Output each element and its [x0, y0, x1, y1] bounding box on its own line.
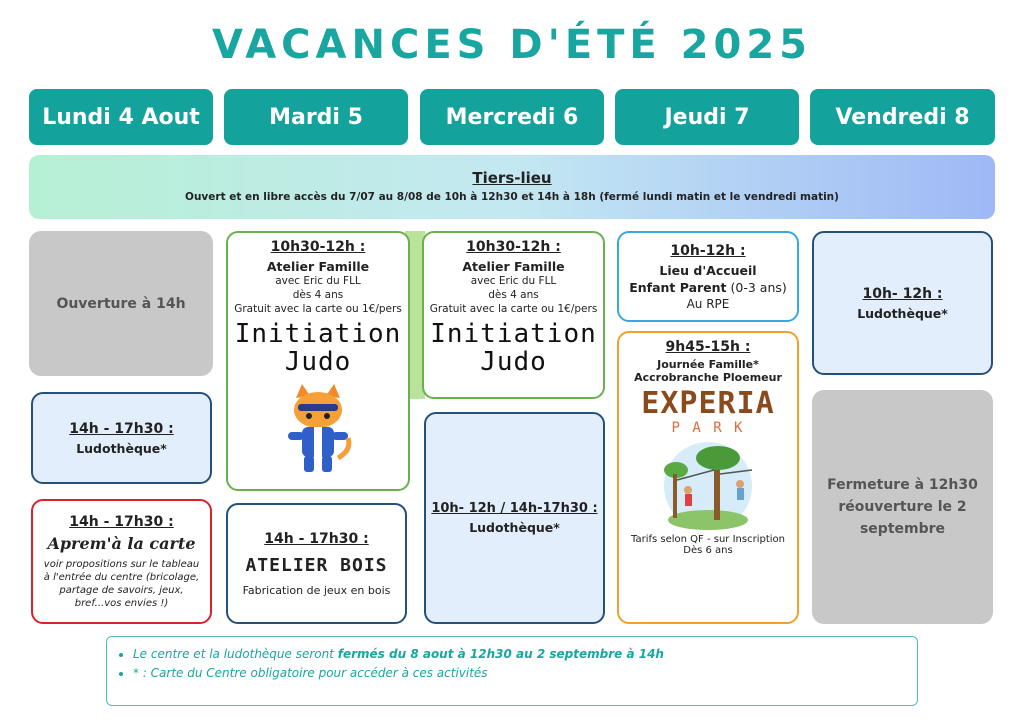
tiers-lieu-banner: [29, 155, 995, 219]
thursday-laep-line1: Lieu d'Accueil: [659, 262, 757, 278]
monday-ludo-box: [31, 392, 212, 484]
day-header-tuesday: Mardi 5: [224, 89, 408, 145]
tuesday-judo-title-1: Initiation: [234, 319, 402, 349]
footer-note-closure-start: Le centre et la ludothèque seront: [133, 647, 338, 661]
accrobranche-illustration: [648, 440, 768, 532]
page-title: VACANCES D'ÉTÉ 2025: [211, 22, 813, 68]
wednesday-judo-with: avec Eric du FLL: [470, 275, 557, 287]
thursday-laep-place: Au RPE: [686, 296, 730, 311]
friday-closing-box: [812, 390, 993, 624]
thursday-park-label1: Journée Famille*: [657, 358, 759, 371]
wednesday-ludo-label: Ludothèque*: [469, 520, 560, 535]
thursday-park-box: [617, 331, 799, 624]
friday-ludo-hour: 10h- 12h :: [862, 285, 943, 302]
tuesday-judo-age: dès 4 ans: [292, 289, 344, 301]
wednesday-ludo-hour: 10h- 12h / 14h-17h30 :: [431, 501, 598, 516]
tuesday-judo-box: [226, 231, 410, 491]
monday-aprem-title: Aprem'à la carte: [47, 533, 196, 553]
monday-ludo-hour: 14h - 17h30 :: [69, 420, 174, 437]
wednesday-judo-box: [422, 231, 605, 399]
thursday-park-hour: 9h45-15h :: [665, 339, 751, 355]
wednesday-ludo-box: [424, 412, 605, 624]
footer-list: [107, 647, 917, 680]
monday-aprem-hour: 14h - 17h30 :: [69, 513, 174, 530]
monday-aprem-text: voir propositions sur le tableau à l'entrée du centre (bricolage, partage de savoirs, jeux, bref...vos envies !): [43, 558, 200, 609]
tuesday-bois-text: Fabrication de jeux en bois: [242, 583, 391, 597]
tuesday-judo-with: avec Eric du FLL: [275, 275, 361, 287]
day-header-thursday: Jeudi 7: [615, 89, 799, 145]
wednesday-judo-age: dès 4 ans: [488, 289, 539, 301]
wednesday-judo-label: Atelier Famille: [462, 259, 565, 274]
tuesday-judo-label: Atelier Famille: [266, 259, 370, 274]
tuesday-bois-title: ATELIER BOIS: [245, 554, 388, 576]
thursday-park-price: Tarifs selon QF - sur Inscription: [631, 534, 785, 545]
footer-note-closure-bold: fermés du 8 aout à 12h30 au 2 septembre à 14h: [337, 647, 664, 661]
footer-notes: [106, 636, 918, 706]
tuesday-judo-price: Gratuit avec la carte ou 1€/pers: [234, 303, 402, 315]
friday-ludo-box: [812, 231, 993, 375]
tuesday-bois-hour: 14h - 17h30 :: [264, 530, 369, 547]
thursday-park-logo-sub: P A R K: [671, 420, 745, 436]
monday-opening-box: [29, 231, 213, 376]
tuesday-judo-hour: 10h30-12h :: [270, 239, 366, 255]
footer-note-card: • * : Carte du Centre obligatoire pour accéder à ces activités: [133, 666, 917, 680]
footer-note-closure: [133, 647, 917, 661]
thursday-laep-line2-rest: (0-3 ans): [726, 279, 787, 295]
day-header-friday: Vendredi 8: [810, 89, 995, 145]
monday-aprem-box: [31, 499, 212, 624]
thursday-laep-box: [617, 231, 799, 322]
thursday-laep-hour: 10h-12h :: [670, 242, 746, 259]
thursday-park-age: Dès 6 ans: [683, 545, 733, 556]
wednesday-judo-title-2: Judo: [480, 347, 547, 377]
thursday-laep-line2-bold: Enfant Parent: [629, 279, 727, 295]
tiers-lieu-title: Tiers-lieu: [472, 169, 552, 187]
wednesday-judo-price: Gratuit avec la carte ou 1€/pers: [429, 303, 598, 315]
thursday-laep-line2: [629, 280, 787, 295]
thursday-park-label2: Accrobranche Ploemeur: [634, 371, 782, 384]
thursday-park-logo-main: EXPERIA: [641, 386, 775, 421]
friday-closing-text: Fermeture à 12h30 réouverture le 2 septembre: [827, 477, 978, 537]
day-header-wednesday: Mercredi 6: [420, 89, 604, 145]
friday-ludo-label: Ludothèque*: [857, 305, 948, 321]
day-header-monday: Lundi 4 Aout: [29, 89, 213, 145]
monday-ludo-label: Ludothèque*: [76, 440, 167, 456]
tiers-lieu-text: Ouvert et en libre accès du 7/07 au 8/08 de 10h à 12h30 et 14h à 18h (fermé lundi matin et le vendredi matin): [185, 191, 839, 203]
monday-opening-text: Ouverture à 14h: [56, 295, 186, 312]
judo-cat-illustration: [278, 380, 358, 480]
tuesday-bois-box: [226, 503, 407, 624]
wednesday-judo-title-1: Initiation: [430, 319, 597, 349]
wednesday-judo-hour: 10h30-12h :: [466, 239, 561, 255]
tuesday-judo-title-2: Judo: [284, 347, 352, 377]
